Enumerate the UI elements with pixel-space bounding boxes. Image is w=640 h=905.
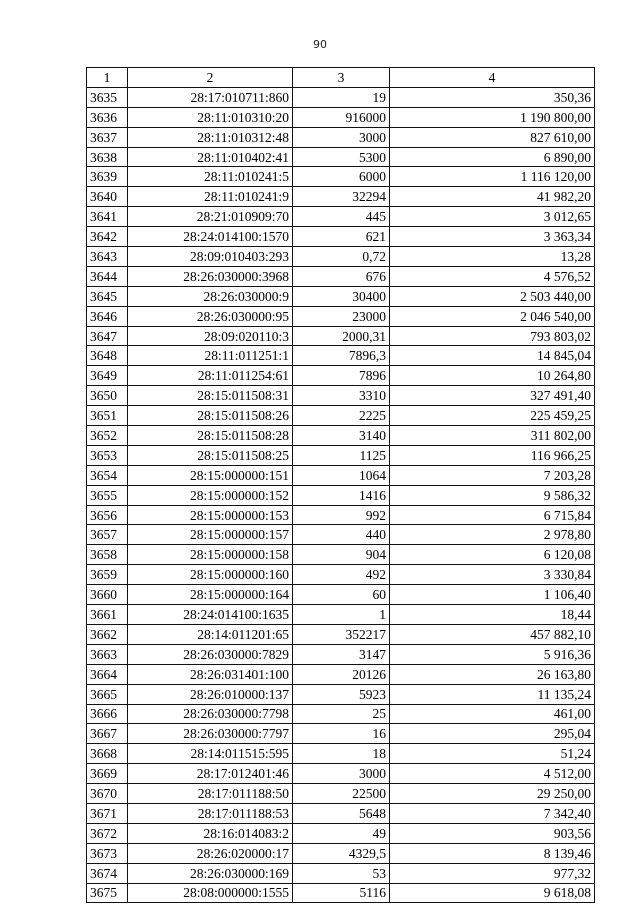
- row-number-cell: 3650: [87, 386, 128, 406]
- table-body: [87, 87, 595, 903]
- table-row: [87, 426, 595, 446]
- row-number-cell: 3654: [87, 465, 128, 485]
- value-cell: 6 715,84: [390, 505, 595, 525]
- cadastral-number-cell: 28:21:010909:70: [128, 207, 293, 227]
- table-row: [87, 147, 595, 167]
- row-number-cell: 3655: [87, 485, 128, 505]
- table-row: [87, 207, 595, 227]
- area-cell: 7896: [293, 366, 390, 386]
- area-cell: 1064: [293, 465, 390, 485]
- area-cell: 3147: [293, 644, 390, 664]
- area-cell: 621: [293, 227, 390, 247]
- area-cell: 3000: [293, 127, 390, 147]
- table-row: [87, 227, 595, 247]
- value-cell: 26 163,80: [390, 664, 595, 684]
- cadastral-number-cell: 28:15:000000:152: [128, 485, 293, 505]
- cadastral-number-cell: 28:17:011188:50: [128, 784, 293, 804]
- row-number-cell: 3675: [87, 883, 128, 903]
- table-row: [87, 485, 595, 505]
- row-number-cell: 3658: [87, 545, 128, 565]
- cadastral-number-cell: 28:17:012401:46: [128, 764, 293, 784]
- row-number-cell: 3660: [87, 585, 128, 605]
- value-cell: 13,28: [390, 247, 595, 267]
- value-cell: 3 330,84: [390, 565, 595, 585]
- area-cell: 49: [293, 823, 390, 843]
- value-cell: 41 982,20: [390, 187, 595, 207]
- value-cell: 11 135,24: [390, 684, 595, 704]
- value-cell: 827 610,00: [390, 127, 595, 147]
- cadastral-number-cell: 28:11:010312:48: [128, 127, 293, 147]
- value-cell: 793 803,02: [390, 326, 595, 346]
- value-cell: 51,24: [390, 744, 595, 764]
- value-cell: 457 882,10: [390, 624, 595, 644]
- area-cell: 0,72: [293, 247, 390, 267]
- row-number-cell: 3641: [87, 207, 128, 227]
- row-number-cell: 3669: [87, 764, 128, 784]
- row-number-cell: 3647: [87, 326, 128, 346]
- table-row: [87, 843, 595, 863]
- table-row: [87, 366, 595, 386]
- area-cell: 3140: [293, 426, 390, 446]
- area-cell: 3310: [293, 386, 390, 406]
- cadastral-number-cell: 28:15:000000:151: [128, 465, 293, 485]
- table-row: [87, 724, 595, 744]
- cadastral-number-cell: 28:26:010000:137: [128, 684, 293, 704]
- row-number-cell: 3671: [87, 803, 128, 823]
- area-cell: 440: [293, 525, 390, 545]
- area-cell: 916000: [293, 107, 390, 127]
- table-row: [87, 286, 595, 306]
- area-cell: 6000: [293, 167, 390, 187]
- row-number-cell: 3665: [87, 684, 128, 704]
- area-cell: 5648: [293, 803, 390, 823]
- value-cell: 6 120,08: [390, 545, 595, 565]
- row-number-cell: 3635: [87, 87, 128, 107]
- row-number-cell: 3646: [87, 306, 128, 326]
- table-row: [87, 784, 595, 804]
- table-row: [87, 883, 595, 903]
- column-header-4: 4: [390, 68, 595, 88]
- table-row: [87, 386, 595, 406]
- table-row: [87, 704, 595, 724]
- cadastral-number-cell: 28:11:010241:5: [128, 167, 293, 187]
- value-cell: 29 250,00: [390, 784, 595, 804]
- table-row: [87, 167, 595, 187]
- value-cell: 4 512,00: [390, 764, 595, 784]
- cadastral-number-cell: 28:26:030000:7829: [128, 644, 293, 664]
- cadastral-number-cell: 28:15:011508:25: [128, 445, 293, 465]
- value-cell: 1 106,40: [390, 585, 595, 605]
- cadastral-number-cell: 28:15:000000:164: [128, 585, 293, 605]
- cadastral-number-cell: 28:26:030000:3968: [128, 266, 293, 286]
- table-row: [87, 644, 595, 664]
- row-number-cell: 3637: [87, 127, 128, 147]
- row-number-cell: 3661: [87, 605, 128, 625]
- area-cell: 492: [293, 565, 390, 585]
- area-cell: 23000: [293, 306, 390, 326]
- table-row: [87, 247, 595, 267]
- area-cell: 30400: [293, 286, 390, 306]
- table-row: [87, 465, 595, 485]
- row-number-cell: 3656: [87, 505, 128, 525]
- table-row: [87, 266, 595, 286]
- cadastral-number-cell: 28:09:010403:293: [128, 247, 293, 267]
- row-number-cell: 3657: [87, 525, 128, 545]
- cadastral-number-cell: 28:11:011251:1: [128, 346, 293, 366]
- value-cell: 14 845,04: [390, 346, 595, 366]
- cadastral-number-cell: 28:15:000000:160: [128, 565, 293, 585]
- column-header-1: 1: [87, 68, 128, 88]
- cadastral-number-cell: 28:24:014100:1570: [128, 227, 293, 247]
- value-cell: 1 190 800,00: [390, 107, 595, 127]
- cadastral-number-cell: 28:26:030000:7798: [128, 704, 293, 724]
- table-row: [87, 545, 595, 565]
- row-number-cell: 3639: [87, 167, 128, 187]
- area-cell: 2225: [293, 406, 390, 426]
- table-row: [87, 764, 595, 784]
- cadastral-number-cell: 28:11:010310:20: [128, 107, 293, 127]
- area-cell: 16: [293, 724, 390, 744]
- table-row: [87, 823, 595, 843]
- cadastral-number-cell: 28:26:020000:17: [128, 843, 293, 863]
- cadastral-number-cell: 28:16:014083:2: [128, 823, 293, 843]
- cadastral-number-cell: 28:11:010402:41: [128, 147, 293, 167]
- cadastral-number-cell: 28:08:000000:1555: [128, 883, 293, 903]
- cadastral-number-cell: 28:26:030000:9: [128, 286, 293, 306]
- cadastral-number-cell: 28:15:000000:153: [128, 505, 293, 525]
- cadastral-number-cell: 28:24:014100:1635: [128, 605, 293, 625]
- value-cell: 116 966,25: [390, 445, 595, 465]
- value-cell: 8 139,46: [390, 843, 595, 863]
- area-cell: 1416: [293, 485, 390, 505]
- table-row: [87, 863, 595, 883]
- area-cell: 5923: [293, 684, 390, 704]
- table-row: [87, 406, 595, 426]
- data-table: [86, 67, 595, 903]
- cadastral-number-cell: 28:26:030000:95: [128, 306, 293, 326]
- value-cell: 3 012,65: [390, 207, 595, 227]
- area-cell: 352217: [293, 624, 390, 644]
- cadastral-number-cell: 28:15:011508:28: [128, 426, 293, 446]
- area-cell: 19: [293, 87, 390, 107]
- row-number-cell: 3648: [87, 346, 128, 366]
- value-cell: 18,44: [390, 605, 595, 625]
- area-cell: 18: [293, 744, 390, 764]
- area-cell: 53: [293, 863, 390, 883]
- area-cell: 992: [293, 505, 390, 525]
- value-cell: 7 203,28: [390, 465, 595, 485]
- table-row: [87, 744, 595, 764]
- cadastral-number-cell: 28:15:011508:31: [128, 386, 293, 406]
- area-cell: 5116: [293, 883, 390, 903]
- table-row: [87, 306, 595, 326]
- table-row: [87, 624, 595, 644]
- row-number-cell: 3673: [87, 843, 128, 863]
- cadastral-number-cell: 28:11:010241:9: [128, 187, 293, 207]
- value-cell: 977,32: [390, 863, 595, 883]
- cadastral-number-cell: 28:15:011508:26: [128, 406, 293, 426]
- row-number-cell: 3645: [87, 286, 128, 306]
- row-number-cell: 3666: [87, 704, 128, 724]
- area-cell: 20126: [293, 664, 390, 684]
- value-cell: 461,00: [390, 704, 595, 724]
- value-cell: 2 978,80: [390, 525, 595, 545]
- cadastral-number-cell: 28:26:030000:169: [128, 863, 293, 883]
- area-cell: 3000: [293, 764, 390, 784]
- value-cell: 6 890,00: [390, 147, 595, 167]
- row-number-cell: 3653: [87, 445, 128, 465]
- table-row: [87, 684, 595, 704]
- value-cell: 903,56: [390, 823, 595, 843]
- cadastral-number-cell: 28:17:010711:860: [128, 87, 293, 107]
- column-header-3: 3: [293, 68, 390, 88]
- table-row: [87, 445, 595, 465]
- row-number-cell: 3668: [87, 744, 128, 764]
- value-cell: 3 363,34: [390, 227, 595, 247]
- area-cell: 1: [293, 605, 390, 625]
- table-row: [87, 803, 595, 823]
- row-number-cell: 3636: [87, 107, 128, 127]
- cadastral-number-cell: 28:11:011254:61: [128, 366, 293, 386]
- cadastral-number-cell: 28:26:031401:100: [128, 664, 293, 684]
- table-row: [87, 664, 595, 684]
- row-number-cell: 3640: [87, 187, 128, 207]
- area-cell: 1125: [293, 445, 390, 465]
- area-cell: 7896,3: [293, 346, 390, 366]
- row-number-cell: 3638: [87, 147, 128, 167]
- value-cell: 5 916,36: [390, 644, 595, 664]
- value-cell: 350,36: [390, 87, 595, 107]
- area-cell: 5300: [293, 147, 390, 167]
- row-number-cell: 3642: [87, 227, 128, 247]
- value-cell: 225 459,25: [390, 406, 595, 426]
- area-cell: 904: [293, 545, 390, 565]
- row-number-cell: 3659: [87, 565, 128, 585]
- table-row: [87, 505, 595, 525]
- cadastral-number-cell: 28:15:000000:158: [128, 545, 293, 565]
- row-number-cell: 3667: [87, 724, 128, 744]
- area-cell: 60: [293, 585, 390, 605]
- row-number-cell: 3651: [87, 406, 128, 426]
- cadastral-number-cell: 28:14:011515:595: [128, 744, 293, 764]
- header-row: [87, 68, 595, 88]
- table-row: [87, 585, 595, 605]
- value-cell: 327 491,40: [390, 386, 595, 406]
- value-cell: 295,04: [390, 724, 595, 744]
- row-number-cell: 3644: [87, 266, 128, 286]
- value-cell: 2 503 440,00: [390, 286, 595, 306]
- table-row: [87, 187, 595, 207]
- cadastral-number-cell: 28:17:011188:53: [128, 803, 293, 823]
- row-number-cell: 3672: [87, 823, 128, 843]
- area-cell: 25: [293, 704, 390, 724]
- table-row: [87, 605, 595, 625]
- table-header: [87, 68, 595, 88]
- area-cell: 445: [293, 207, 390, 227]
- row-number-cell: 3649: [87, 366, 128, 386]
- cadastral-number-cell: 28:09:020110:3: [128, 326, 293, 346]
- table-row: [87, 326, 595, 346]
- cadastral-number-cell: 28:26:030000:7797: [128, 724, 293, 744]
- row-number-cell: 3664: [87, 664, 128, 684]
- value-cell: 9 586,32: [390, 485, 595, 505]
- cadastral-number-cell: 28:15:000000:157: [128, 525, 293, 545]
- column-header-2: 2: [128, 68, 293, 88]
- value-cell: 10 264,80: [390, 366, 595, 386]
- table-row: [87, 107, 595, 127]
- row-number-cell: 3652: [87, 426, 128, 446]
- value-cell: 2 046 540,00: [390, 306, 595, 326]
- area-cell: 676: [293, 266, 390, 286]
- table-row: [87, 565, 595, 585]
- value-cell: 1 116 120,00: [390, 167, 595, 187]
- table-row: [87, 525, 595, 545]
- value-cell: 4 576,52: [390, 266, 595, 286]
- value-cell: 9 618,08: [390, 883, 595, 903]
- row-number-cell: 3662: [87, 624, 128, 644]
- row-number-cell: 3670: [87, 784, 128, 804]
- value-cell: 7 342,40: [390, 803, 595, 823]
- row-number-cell: 3674: [87, 863, 128, 883]
- area-cell: 32294: [293, 187, 390, 207]
- table-row: [87, 127, 595, 147]
- area-cell: 2000,31: [293, 326, 390, 346]
- cadastral-number-cell: 28:14:011201:65: [128, 624, 293, 644]
- row-number-cell: 3663: [87, 644, 128, 664]
- table-row: [87, 87, 595, 107]
- value-cell: 311 802,00: [390, 426, 595, 446]
- area-cell: 22500: [293, 784, 390, 804]
- table-row: [87, 346, 595, 366]
- area-cell: 4329,5: [293, 843, 390, 863]
- row-number-cell: 3643: [87, 247, 128, 267]
- page-number: 90: [313, 38, 327, 51]
